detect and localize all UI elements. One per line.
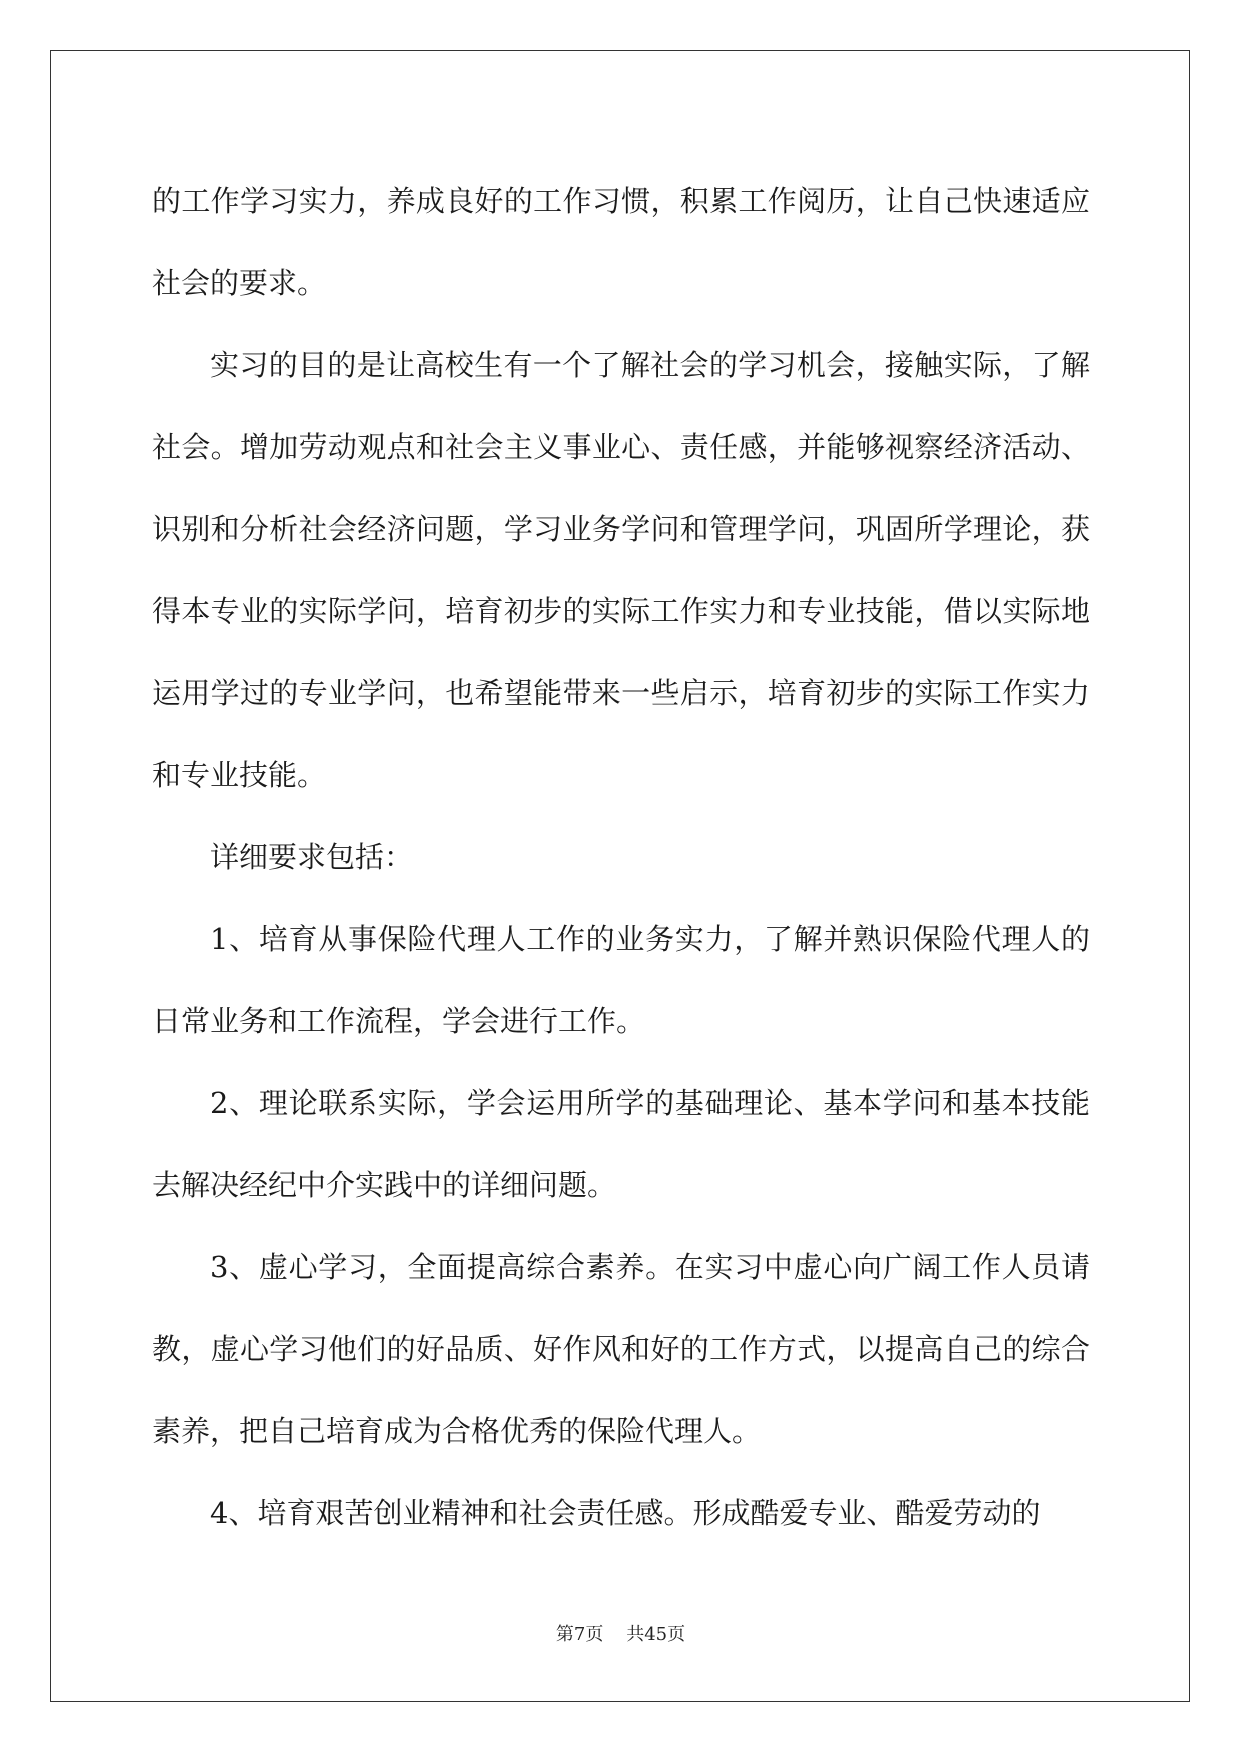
page-total: 共45页 — [626, 1624, 686, 1645]
page-footer — [0, 1623, 1241, 1647]
paragraph-4: 1、培育从事保险代理人工作的业务实力，了解并熟识保险代理人的日常业务和工作流程，学会进行工作。 — [152, 922, 1090, 1038]
paragraph-7: 4、培育艰苦创业精神和社会责任感。形成酷爱专业、酷爱劳动的 — [210, 1496, 1041, 1530]
paragraph-3: 详细要求包括： — [210, 840, 414, 874]
paragraph-1: 的工作学习实力，养成良好的工作习惯，积累工作阅历，让自己快速适应社会的要求。 — [152, 184, 1090, 300]
document-body — [152, 160, 1090, 1554]
paragraph-2: 实习的目的是让高校生有一个了解社会的学习机会，接触实际，了解社会。增加劳动观点和社会主义事业心、责任感，并能够视察经济活动、识别和分析社会经济问题，学习业务学问和管理学问，巩固所学理论，获得本专业的实际学问，培育初步的实际工作实力和专业技能，借以实际地运用学过的专业学问，也希望能带来一些启示，培育初步的实际工作实力和专业技能。 — [152, 348, 1090, 792]
paragraph-6: 3、虚心学习，全面提高综合素养。在实习中虚心向广阔工作人员请教，虚心学习他们的好品质、好作风和好的工作方式，以提高自己的综合素养，把自己培育成为合格优秀的保险代理人。 — [152, 1250, 1090, 1448]
page-number: 第7页 — [555, 1624, 604, 1645]
paragraph-5: 2、理论联系实际，学会运用所学的基础理论、基本学问和基本技能去解决经纪中介实践中的详细问题。 — [152, 1086, 1090, 1202]
